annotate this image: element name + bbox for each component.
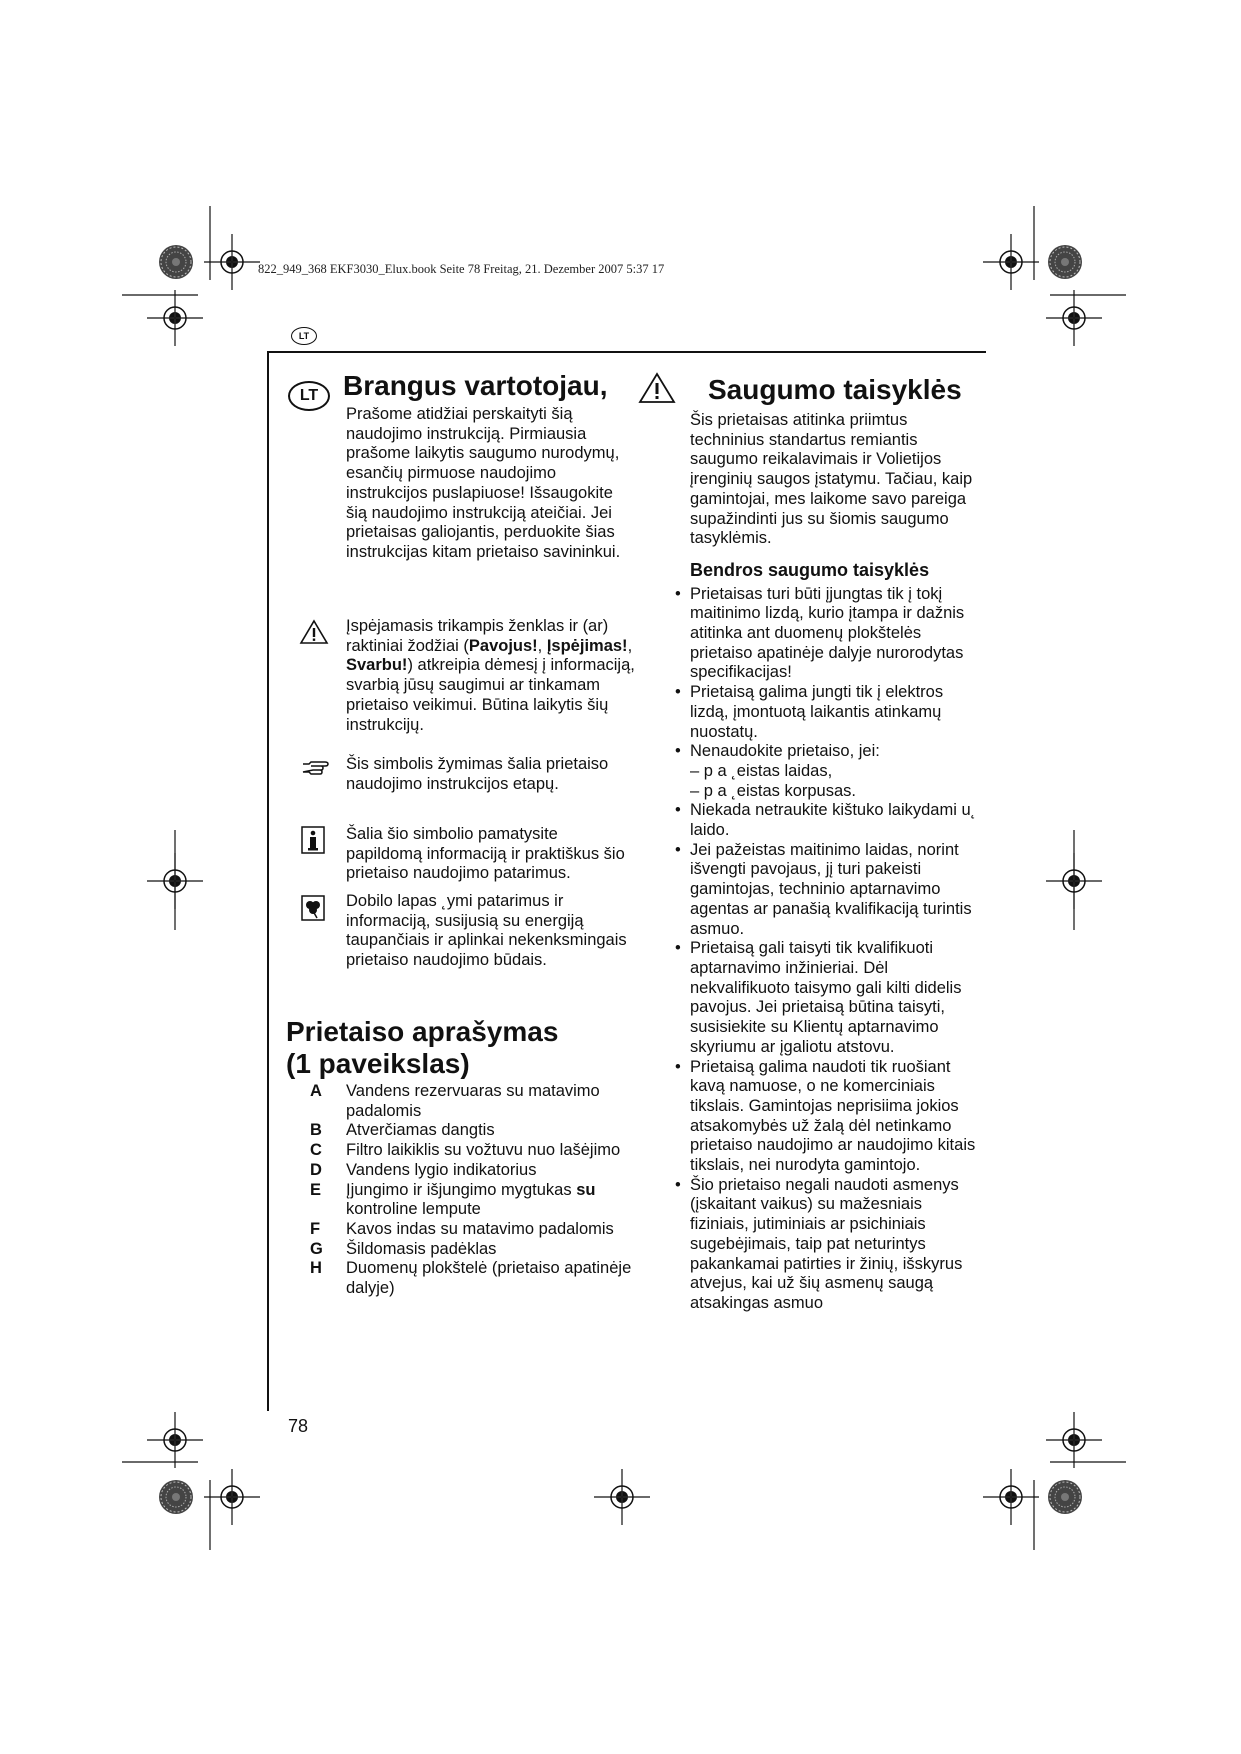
part-text: Vandens lygio indikatorius: [346, 1160, 537, 1179]
description-title-line2: (1 paveikslas): [286, 1048, 470, 1079]
description-title: [286, 1016, 558, 1080]
list-item: [675, 939, 980, 1057]
warning-triangle-icon: [638, 372, 676, 404]
part-text: kontroline lempute: [346, 1200, 481, 1219]
part-text: Įjungimo ir išjungimo mygtukas: [346, 1180, 572, 1199]
sub-item: – p a ˛eistas korpusas.: [690, 781, 856, 800]
info-symbol-text: Šalia šio simbolio pamatysite papildomą informaciją ir praktiškus šio prietaiso naudojimo patarimus.: [346, 825, 625, 883]
list-item: [675, 1175, 980, 1314]
list-item: [310, 1259, 640, 1298]
part-text: Šildomasis padėklas: [346, 1239, 497, 1258]
warning-text: [346, 617, 636, 735]
bullet: •: [675, 840, 681, 859]
keyword-warning: Įspėjimas!: [546, 636, 628, 655]
list-item: [675, 584, 980, 684]
list-item: [675, 742, 980, 762]
part-text: Duomenų plokštelė (prietaiso apatinėje dalyje): [346, 1259, 632, 1298]
margin-rule: [267, 351, 269, 1411]
intro-text: Prašome atidžiai perskaityti šią naudojimo instrukciją. Pirmiausia prašome laikytis saugumo nurodymų, esančių pirmuose naudojimo instrukcijos puslapiuose! Išsaugokite šią naudojimo instrukciją ateičiai. Jei prietaisas galiojantis, perduokite šias instrukcijas kitam prietaiso savininkui.: [346, 405, 621, 561]
list-item: [675, 801, 980, 840]
pointing-hand-icon: [301, 758, 333, 778]
part-letter: D: [310, 1160, 322, 1179]
right-title: Saugumo taisyklės: [708, 374, 962, 405]
safety-section: [675, 411, 980, 1314]
bullet-text: Niekada netraukite kištuko laikydami u˛ laido.: [690, 801, 977, 840]
header-rule: [268, 351, 986, 353]
part-letter: G: [310, 1239, 323, 1258]
registration-mark-icon: [1046, 1412, 1102, 1468]
color-target-icon: [1048, 245, 1082, 279]
separator: ,: [627, 636, 633, 655]
registration-mark-icon: [983, 234, 1039, 290]
part-text: Filtro laikiklis su vožtuvu nuo lašėjimo: [346, 1141, 621, 1160]
color-target-icon: [159, 245, 193, 279]
list-item: [310, 1161, 640, 1181]
bullet-text: Prietaisą gali taisyti tik kvalifikuoti aptarnavimo inžinieriai. Dėl nekvalifikuoto taisymo gali kilti didelis pavojus. Jei prietaisą būtina taisyti, susisiekite su Klientų aptarnavimo skyriumu ar įgaliotu atstovu.: [690, 939, 962, 1056]
bullet-text: Nenaudokite prietaiso, jei:: [690, 742, 880, 761]
bullet: •: [675, 1057, 681, 1076]
warning-text-part: ) atkreipia dėmesį į informaciją, svarbią jūsų saugimui ar tinkamam prietaiso veikimui. Būtina laikytis šių instrukcijų.: [346, 656, 635, 734]
lang-badge: LT: [288, 381, 330, 411]
clover-icon: [301, 895, 325, 921]
sub-item: – p a ˛eistas laidas,: [690, 761, 833, 780]
part-text-bold: su: [576, 1180, 596, 1199]
registration-mark-icon: [204, 1469, 260, 1525]
part-letter: A: [310, 1082, 322, 1100]
part-text: Kavos indas su matavimo padalomis: [346, 1219, 614, 1238]
print-slug: 822_949_368 EKF3030_Elux.book Seite 78 Freitag, 21. Dezember 2007 5:37 17: [258, 262, 665, 276]
part-letter: C: [310, 1141, 322, 1160]
color-target-icon: [159, 1480, 193, 1514]
registration-mark-icon: [983, 1469, 1039, 1525]
bullet: •: [675, 584, 681, 603]
bullet-text: Šio prietaiso negali naudoti asmenys (įskaitant vaikus) su mažesniais fiziniais, jutiminiais ar psichiniais sugebėjimais, taip pat neturintys pakankamai patirties ir žinių, išskyrus atvejus, kai už šių asmenų saugą atsakingas asmuo: [690, 1175, 963, 1312]
info-icon: [301, 826, 325, 854]
list-item: [310, 1220, 640, 1240]
registration-mark-icon: [147, 290, 203, 346]
bullet: •: [675, 939, 681, 958]
bullet-text: Prietaisą galima jungti tik į elektros lizdą, įmontuotą laikantis atinkamų nuostatų.: [690, 683, 944, 741]
registration-mark-icon: [1046, 290, 1102, 346]
bullet: •: [675, 683, 681, 702]
safety-intro: Šis prietaisas atitinka priimtus techninius standartus remiantis saugumo reikalavimais ir Volietijos įrenginių saugos įstatymu. Tačiau, kaip gamintojai, mes laikome savo pareiga supažindinti jus su šiomis saugumo tasyklėmis.: [690, 411, 973, 548]
left-title: Brangus vartotojau,: [343, 370, 608, 401]
warning-text-part: Įspėjamasis trikampis ženklas ir (ar) raktiniai žodžiai (: [346, 617, 609, 655]
separator: ,: [537, 636, 547, 655]
clover-symbol-text: Dobilo lapas ˛ymi patarimus ir informaciją, susijusią su energiją taupančiais ir aplinkai nekenksmingais prietaiso naudojimo būdais.: [346, 892, 627, 970]
registration-mark-icon: [147, 1412, 203, 1468]
list-item: [310, 1082, 640, 1121]
list-item: [675, 683, 980, 742]
bullet: •: [675, 742, 681, 761]
bullet: •: [675, 801, 681, 820]
safety-subtitle: Bendros saugumo taisyklės: [690, 559, 930, 580]
bullet-text: Prietaisas turi būti įjungtas tik į tokį maitinimo lizdą, kurio įtampa ir dažnis atitinka ant duomenų plokštelės prietaiso apatinėje dalyje nurorodytas specifikacijas!: [690, 584, 965, 682]
warning-triangle-icon: [299, 619, 329, 645]
page-number: 78: [288, 1416, 309, 1436]
bullet-text: Prietaisą galima naudoti tik ruošiant kavą namuose, o ne komerciniais tikslais. Gamintojas neprisiima jokios atsakomybės už žalą dėl netinkamo prietaiso naudojimo ar naudojimo kitais tikslais, nei nurodyta gamintojo.: [690, 1057, 976, 1175]
list-item: [310, 1240, 640, 1260]
bullet-text: Jei pažeistas maitinimo laidas, norint išvengti pavojaus, jį turi pakeisti gamintojas, techninio aptarnavimo agentas ar panašią kvalifikaciją turintis asmuo.: [690, 840, 972, 938]
hand-symbol-text: Šis simbolis žymimas šalia prietaiso naudojimo instrukcijos etapų.: [346, 755, 609, 793]
part-letter: B: [310, 1121, 322, 1140]
parts-list: [310, 1082, 640, 1299]
bullet: •: [675, 1175, 681, 1194]
lang-badge-small: LT: [291, 327, 317, 345]
list-item: [310, 1141, 640, 1161]
list-item: [675, 840, 980, 940]
keyword-danger: Pavojus!: [468, 636, 538, 655]
part-text: Vandens rezervuaras su matavimo padalomis: [346, 1082, 600, 1120]
color-target-icon: [1048, 1480, 1082, 1514]
registration-mark-icon: [594, 1469, 650, 1525]
description-title-line1: Prietaiso aprašymas: [286, 1016, 559, 1047]
part-text: Atverčiamas dangtis: [346, 1121, 495, 1140]
part-letter: E: [310, 1180, 322, 1199]
keyword-important: Svarbu!: [346, 656, 408, 675]
list-item: [310, 1121, 640, 1141]
list-item: [675, 1057, 980, 1176]
part-letter: F: [310, 1219, 321, 1238]
part-letter: H: [310, 1259, 322, 1278]
registration-mark-icon: [204, 234, 260, 290]
list-item: [310, 1181, 640, 1220]
